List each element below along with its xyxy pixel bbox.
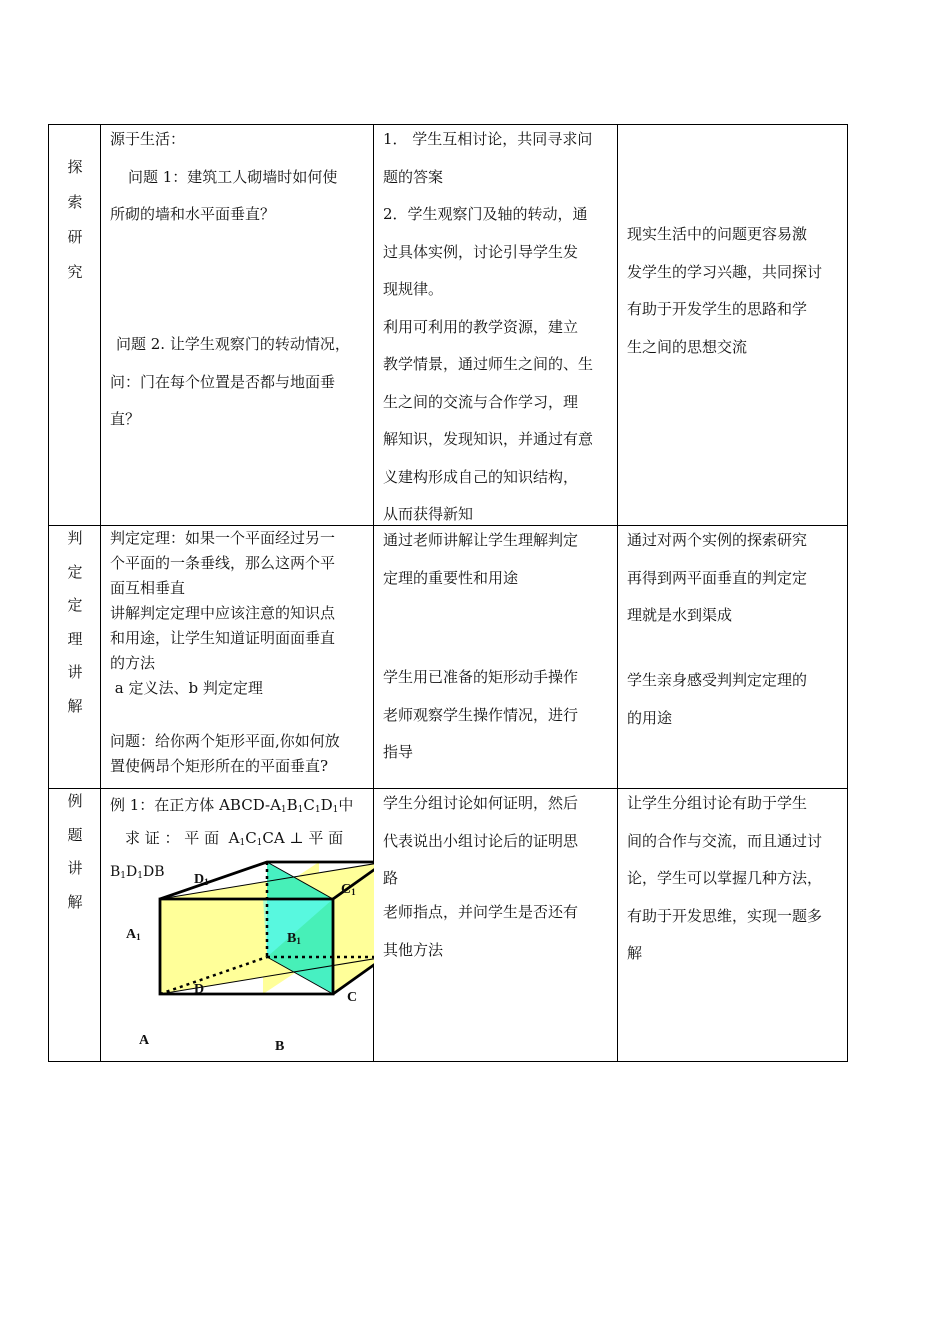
vertex-label-a1: $A_1$: [126, 927, 141, 942]
row-explore: [49, 125, 847, 525]
vertex-label-d1: $D_1$: [194, 872, 209, 887]
student-activity-cell: [374, 526, 618, 788]
vertex-label-c: C: [347, 990, 358, 1005]
row-title-cell: [49, 125, 101, 525]
vertex-label-c1: $C_1$: [341, 882, 356, 897]
row-title: 探 索 研 究: [67, 158, 83, 281]
intent-text: 现实生活中的问题更容易激 发学生的学习兴趣，共同探讨 有助于开发学生的思路和学 生之间的思想交流: [627, 225, 823, 356]
activity-text: 学生分组讨论如何证明，然后 代表说出小组讨论后的证明思 路: [383, 794, 579, 887]
row-title-cell: [49, 789, 101, 1061]
content-cell: [101, 789, 374, 1061]
content-text: 判定定理：如果一个平面经过另一 个平面的一条垂线，那么这两个平 面互相垂直 讲解判定定理中应该注意的知识点 和用途，让学生知道证明面面垂直 的方法 a 定义法、b 判定定理: [110, 529, 336, 697]
content-text: 源于生活： 问题 1：建筑工人砌墙时如何使 所砌的墙和水平面垂直？: [110, 130, 338, 223]
row-example: [49, 788, 847, 1061]
design-intent-cell: [618, 526, 849, 788]
activity-text: 老师指点，并问学生是否还有 其他方法: [383, 903, 579, 959]
row-theorem: [49, 525, 847, 788]
design-intent-cell: [618, 125, 849, 525]
cube-diagram: [101, 789, 374, 1062]
lesson-plan-table: [48, 124, 848, 1062]
vertex-label-d: D: [194, 982, 205, 997]
vertex-label-a: A: [139, 1033, 150, 1048]
intent-text: 通过对两个实例的探索研究 再得到两平面垂直的判定定 理就是水到渠成: [627, 531, 808, 624]
row-title: 判 定 定 理 讲 解: [67, 529, 83, 715]
design-intent-cell: [618, 789, 849, 1061]
intent-text: 学生亲身感受判判定定理的 的用途: [627, 671, 808, 727]
example-statement: 例 1：在正方体 ABCD-$A_1B_1C_1D_1$中: [110, 796, 354, 815]
intent-text: 让学生分组讨论有助于学生 间的合作与交流，而且通过讨 论，学生可以掌握几种方法， 有助于开发思维，实现一题多 解: [627, 794, 823, 962]
vertex-label-b: B: [275, 1039, 285, 1054]
student-activity-cell: [374, 789, 618, 1061]
activity-text: 通过老师讲解让学生理解判定 定理的重要性和用途: [383, 531, 579, 587]
prove-statement-line2: $B_1D_1DB$: [110, 864, 165, 881]
student-activity-cell: [374, 125, 618, 525]
vertex-label-b1: $B_1$: [287, 931, 301, 946]
activity-text: 1． 学生互相讨论，共同寻求问 题的答案 2．学生观察门及轴的转动，通 过具体实例，讨论引导学生发 现规律。 利用可利用的教学资源，建立 教学情景，通过师生之间的、生 生之间的交流与合作学习，理 解知识，发现知识，并通过有意 义建构形成自己的知识结构， 从而获得新知: [383, 130, 594, 523]
prove-statement: 求 证 ： 平 面 $A_1C_1CA$ ⊥ 平 面: [125, 829, 344, 848]
content-cell: [101, 526, 374, 788]
content-cell: [101, 125, 374, 525]
content-text: 问题 2. 让学生观察门的转动情况， 问：门在每个位置是否都与地面垂 直？: [110, 335, 350, 428]
row-title: 例 题 讲 解: [67, 792, 83, 911]
content-text: 问题：给你两个矩形平面,你如何放 置使俩昂个矩形所在的平面垂直?: [110, 732, 340, 775]
row-title-cell: [49, 526, 101, 788]
activity-text: 学生用已准备的矩形动手操作 老师观察学生操作情况，进行 指导: [383, 668, 579, 761]
